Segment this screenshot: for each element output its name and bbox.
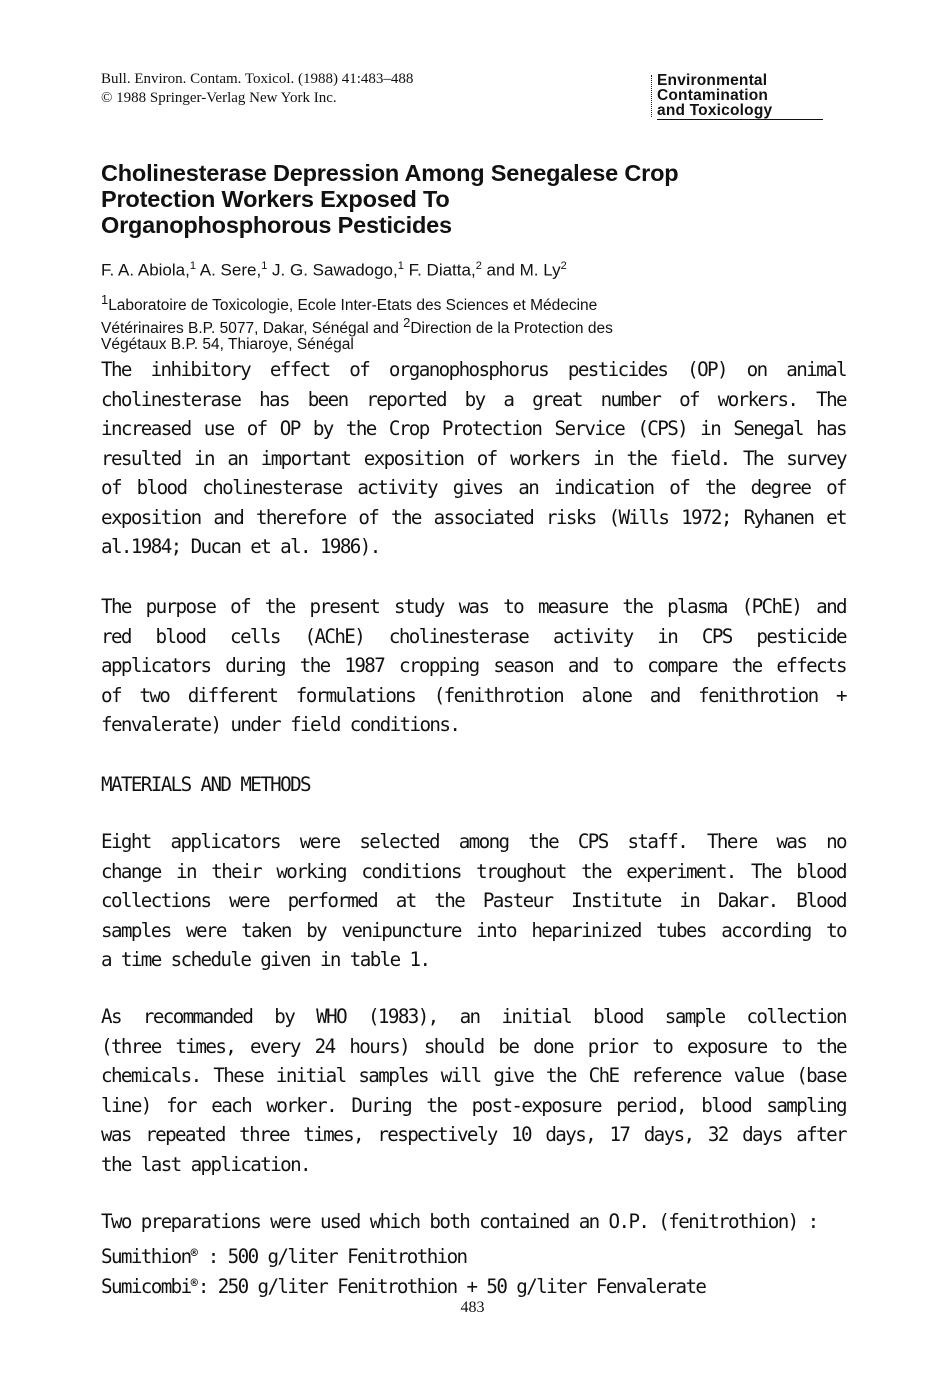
affiliation-line: Végétaux B.P. 54, Thiaroye, Sénégal: [101, 336, 354, 354]
title-line: Protection Workers Exposed To: [101, 186, 450, 212]
text-line: change in their working conditions troughout the experiment. The blood: [101, 859, 846, 883]
text-line: a time schedule given in table 1.: [101, 948, 430, 971]
text-line: of two different formulations (fenithrotion alone and fenithrotion +: [101, 683, 846, 707]
logo-volume-strip: [651, 75, 655, 117]
logo-line-3: and Toxicology: [657, 103, 823, 120]
preparations-list: [101, 1207, 818, 1299]
preparation-name: Sumicombi: [101, 1275, 191, 1298]
text-line: al.1984; Ducan et al. 1986).: [101, 535, 380, 558]
registered-mark: ®: [190, 1245, 198, 1260]
author-affiliation-mark: 2: [560, 260, 567, 272]
text-line: The purpose of the present study was to measure the plasma (PChE) and: [101, 595, 846, 618]
citation-copyright: © 1988 Springer-Verlag New York Inc.: [101, 90, 337, 106]
paragraph-introduction: [101, 355, 846, 562]
registered-mark: ®: [190, 1276, 198, 1290]
paragraph-sampling: [101, 1002, 846, 1179]
text-line: the last application.: [101, 1152, 310, 1176]
text-line: line) for each worker. During the post-exposure period, blood sampling: [101, 1093, 846, 1117]
preparation-item: [101, 1268, 818, 1299]
paragraph-methods: [101, 827, 846, 975]
text-line: exposition and therefore of the associated risks (Wills 1972; Ryhanen et: [101, 505, 846, 529]
text-line: Eight applicators were selected among the CPS staff. There was no: [101, 830, 846, 853]
text-line: chemicals. These initial samples will give the ChE reference value (base: [101, 1064, 846, 1087]
journal-logo: [651, 73, 823, 120]
affiliation-line: Direction de la Protection des: [410, 319, 613, 337]
author-name: A. Sere,: [199, 260, 262, 280]
text-line: was repeated three times, respectively 10 days, 17 days, 32 days after: [101, 1123, 846, 1146]
author-affiliation-mark: 1: [261, 260, 268, 272]
section-heading: MATERIALS AND METHODS: [101, 773, 310, 796]
text-line: collections were performed at the Pasteur Institute in Dakar. Blood: [101, 889, 846, 912]
text-line: samples were taken by venipuncture into heparinized tubes according to: [101, 918, 846, 942]
affiliation-block: [101, 292, 613, 354]
paragraph-purpose: [101, 592, 846, 740]
text-line: fenvalerate) under field conditions.: [101, 713, 460, 736]
article-title: [101, 160, 801, 238]
text-line: red blood cells (AChE) cholinesterase activity in CPS pesticide: [101, 624, 846, 648]
author-name: F. A. Abiola,: [101, 260, 190, 280]
text-line: of blood cholinesterase activity gives an indication of the degree of: [101, 476, 846, 499]
author-affiliation-mark: 1: [189, 260, 196, 272]
text-line: applicators during the 1987 cropping season and to compare the effects: [101, 654, 846, 677]
text-line: cholinesterase has been reported by a great number of workers. The: [101, 387, 846, 411]
author-affiliation-mark: 1: [397, 260, 404, 272]
affiliation-mark-2: 2: [403, 314, 411, 330]
preparation-name: Sumithion: [101, 1244, 191, 1268]
preparation-item: [101, 1238, 818, 1269]
affiliation-mark-1: 1: [101, 292, 109, 307]
preparation-detail: : 500 g/liter Fenitrothion: [197, 1244, 467, 1268]
logo-line-1: Environmental: [657, 72, 768, 89]
text-line: As recommanded by WHO (1983), an initial blood sample collection: [101, 1005, 846, 1028]
preparation-detail: : 250 g/liter Fenitrothion + 50 g/liter Fenvalerate: [197, 1275, 706, 1298]
logo-line-2: Contamination: [657, 87, 769, 104]
author-name: J. G. Sawadogo,: [272, 260, 398, 280]
page-number: 483: [460, 1299, 485, 1316]
author-name: F. Diatta,: [408, 260, 476, 280]
text-line: resulted in an important exposition of workers in the field. The survey: [101, 446, 846, 470]
affiliation-line: Vétérinaires B.P. 5077, Dakar, Sénégal and: [101, 319, 404, 337]
affiliation-line: Laboratoire de Toxicologie, Ecole Inter-Etats des Sciences et Médecine: [108, 297, 598, 315]
author-affiliation-mark: 2: [475, 260, 482, 272]
title-line: Organophosphorous Pesticides: [101, 212, 452, 238]
text-line: increased use of OP by the Crop Protection Service (CPS) in Senegal has: [101, 417, 846, 440]
text-line: The inhibitory effect of organophosphorus pesticides (OP) on animal: [101, 358, 846, 381]
title-line: Cholinesterase Depression Among Senegalese Crop: [101, 160, 679, 186]
text-line: (three times, every 24 hours) should be done prior to exposure to the: [101, 1034, 846, 1058]
citation-block: [101, 70, 413, 108]
author-name: and M. Ly: [486, 260, 561, 280]
text-line: Two preparations were used which both contained an O.P. (fenitrothion) :: [101, 1210, 818, 1233]
citation-journal: Bull. Environ. Contam. Toxicol. (1988) 41:483–488: [101, 71, 414, 87]
author-list: [101, 255, 567, 282]
